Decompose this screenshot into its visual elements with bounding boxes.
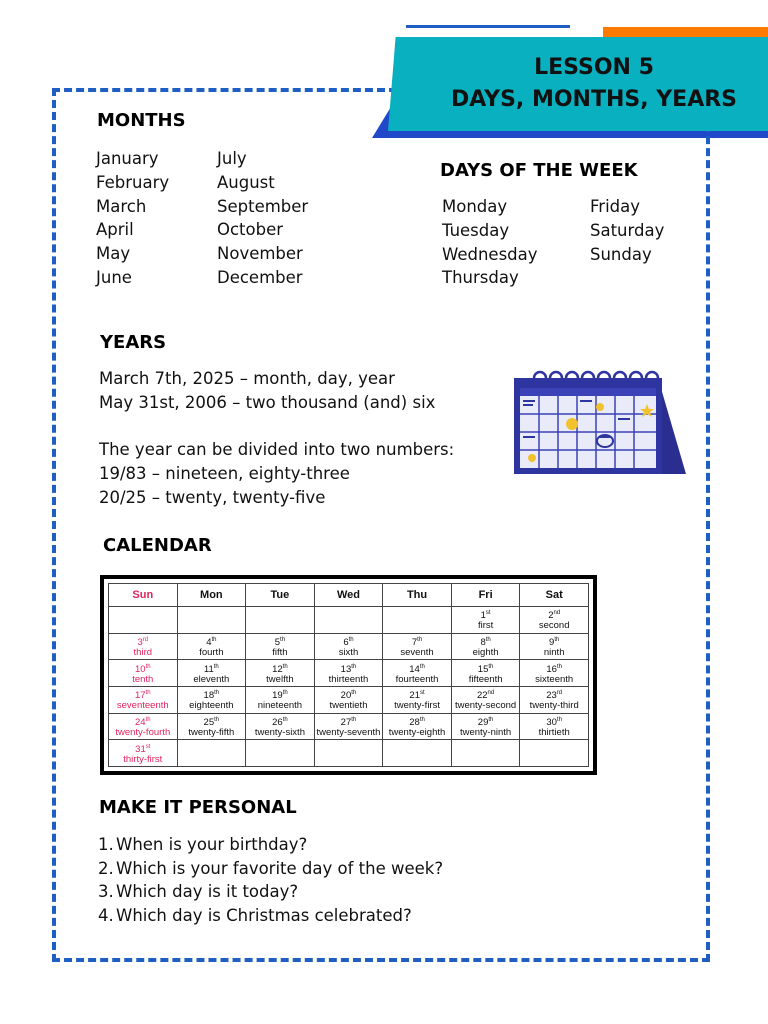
day-number: 19th (272, 690, 288, 702)
day-item: Tuesday (442, 220, 510, 240)
calendar-day-cell (451, 607, 520, 634)
days-column-2 (590, 195, 664, 266)
calendar-day-cell (383, 686, 452, 713)
day-number: 12th (272, 663, 288, 675)
day-ordinal-word: first (477, 620, 494, 632)
calendar-day-cell (383, 607, 452, 634)
days-heading: DAYS OF THE WEEK (440, 160, 638, 181)
header-accent-line (406, 25, 570, 28)
day-ordinal-word: nineteenth (257, 700, 303, 712)
day-number: 9th (549, 636, 560, 649)
day-number: 11th (203, 663, 219, 675)
calendar-week-row (109, 740, 589, 767)
month-item: March (96, 196, 147, 216)
years-text (99, 367, 454, 510)
day-ordinal-word: thirty-first (123, 753, 163, 765)
calendar-week-row (109, 633, 589, 660)
years-line: May 31st, 2006 – two thousand (and) six (99, 392, 436, 412)
day-ordinal-word: third (133, 647, 153, 659)
day-item: Wednesday (442, 244, 538, 264)
day-number: 5th (274, 636, 286, 649)
title-line-1: LESSON 5 (534, 55, 654, 80)
weekday-header: Tue (246, 584, 315, 607)
calendar-day-cell (246, 740, 315, 767)
day-number: 18th (203, 690, 220, 702)
calendar-day-cell (520, 713, 589, 740)
day-number: 29th (477, 716, 494, 729)
day-number: 8th (480, 636, 491, 649)
day-number: 14th (409, 663, 425, 675)
calendar-day-cell (109, 686, 178, 713)
years-line: 20/25 – twenty, twenty-five (99, 487, 326, 507)
weekday-header: Fri (451, 584, 520, 607)
day-number: 10th (134, 663, 151, 675)
day-number: 24th (134, 716, 151, 729)
month-item: January (96, 149, 159, 168)
calendar-week-row (109, 713, 589, 740)
calendar-table-frame (100, 575, 597, 775)
question-item: 4. Which day is Christmas celebrated? (98, 905, 412, 925)
day-number: 3rd (137, 636, 149, 649)
calendar-day-cell (246, 633, 315, 660)
month-item: May (96, 244, 131, 264)
day-number: 13th (340, 663, 357, 675)
years-line: March 7th, 2025 – month, day, year (99, 369, 395, 388)
calendar-day-cell (451, 660, 520, 687)
calendar-day-cell (520, 607, 589, 634)
day-number: 21st (409, 690, 425, 702)
month-item: June (96, 267, 132, 287)
day-ordinal-word: eighteenth (189, 700, 234, 712)
day-ordinal-word: eleventh (193, 673, 230, 685)
day-number: 16th (546, 663, 562, 675)
question-text: Which day is Christmas celebrated? (116, 905, 412, 925)
month-item: December (217, 267, 303, 287)
day-item: Monday (442, 197, 508, 216)
month-item: September (217, 196, 309, 216)
calendar-day-cell (246, 713, 315, 740)
day-number: 17th (134, 690, 151, 702)
day-number: 28th (409, 716, 425, 729)
day-ordinal-word: ninth (543, 647, 565, 659)
calendar-icon (510, 366, 690, 478)
day-ordinal-word: twenty-first (394, 700, 440, 712)
day-number: 20th (340, 690, 357, 702)
day-ordinal-word: twenty-seventh (316, 727, 381, 739)
years-line: 19/83 – nineteen, eighty-three (99, 464, 350, 484)
day-item: Sunday (590, 244, 652, 264)
day-ordinal-word: twenty-third (529, 700, 579, 712)
calendar-day-cell (177, 713, 246, 740)
question-item: 3. Which day is it today? (98, 882, 299, 901)
years-line (99, 415, 454, 439)
day-ordinal-word: fourth (199, 647, 224, 659)
days-column-1 (442, 195, 538, 290)
calendar-day-cell (451, 713, 520, 740)
years-line: The year can be divided into two numbers: (99, 440, 455, 460)
calendar-day-cell (314, 686, 383, 713)
calendar-day-cell (451, 740, 520, 767)
calendar-day-cell (383, 713, 452, 740)
day-number: 27th (340, 716, 357, 729)
calendar-day-cell (177, 686, 246, 713)
calendar-day-cell (520, 660, 589, 687)
day-ordinal-word: twenty-sixth (254, 727, 305, 739)
day-item: Saturday (590, 220, 665, 240)
day-number: 7th (411, 636, 423, 649)
month-item: July (217, 149, 247, 168)
calendar-day-cell (109, 607, 178, 634)
month-item: November (217, 244, 303, 264)
calendar-day-cell (109, 713, 178, 740)
calendar-day-cell (451, 633, 520, 660)
day-number: 23rd (546, 690, 563, 702)
day-number: 6th (343, 636, 354, 649)
calendar-day-cell (520, 686, 589, 713)
months-column-1 (96, 147, 169, 290)
calendar-day-cell (314, 713, 383, 740)
day-ordinal-word: second (538, 620, 570, 632)
day-number: 15th (477, 663, 494, 675)
calendar-day-cell (383, 660, 452, 687)
calendar-day-cell (520, 633, 589, 660)
day-ordinal-word: thirtieth (538, 727, 570, 739)
day-ordinal-word: eighth (472, 647, 499, 659)
day-ordinal-word: thirteenth (328, 673, 369, 685)
day-ordinal-word: seventh (400, 647, 434, 659)
day-ordinal-word: twenty-second (454, 700, 517, 712)
calendar-day-cell (520, 740, 589, 767)
calendar-day-cell (177, 607, 246, 634)
years-heading: YEARS (100, 332, 167, 353)
calendar-day-cell (109, 633, 178, 660)
weekday-header: Mon (177, 584, 246, 607)
month-item: February (96, 172, 170, 192)
question-text: When is your birthday? (116, 835, 308, 854)
calendar-day-cell (177, 740, 246, 767)
question-item: 1. When is your birthday? (98, 835, 308, 854)
weekday-header: Sat (520, 584, 589, 607)
question-text: Which is your favorite day of the week? (116, 858, 444, 878)
day-ordinal-word: fifteenth (468, 673, 503, 685)
calendar-week-row (109, 660, 589, 687)
day-ordinal-word: fifth (272, 647, 288, 659)
day-item: Friday (590, 197, 641, 216)
day-ordinal-word: fourteenth (395, 673, 439, 685)
day-number: 30th (546, 716, 562, 729)
month-item: April (96, 220, 134, 240)
day-ordinal-word: twentieth (329, 700, 368, 712)
calendar-day-cell (109, 740, 178, 767)
day-ordinal-word: twenty-eighth (388, 727, 446, 739)
weekday-header: Sun (109, 584, 178, 607)
calendar-day-cell (177, 660, 246, 687)
calendar-day-cell (177, 633, 246, 660)
day-ordinal-word: twenty-ninth (459, 727, 512, 739)
month-item: October (217, 220, 284, 240)
calendar-day-cell (246, 686, 315, 713)
day-number: 31st (135, 743, 151, 755)
calendar-day-cell (451, 686, 520, 713)
day-number: 25th (203, 716, 220, 729)
weekday-header: Wed (314, 584, 383, 607)
calendar-day-cell (383, 633, 452, 660)
months-heading: MONTHS (97, 110, 186, 131)
day-ordinal-word: sixteenth (535, 673, 574, 685)
day-ordinal-word: sixth (338, 647, 359, 659)
page-title (400, 52, 768, 116)
calendar-day-cell (109, 660, 178, 687)
calendar-day-cell (246, 660, 315, 687)
month-item: August (217, 172, 275, 192)
title-line-2: DAYS, MONTHS, YEARS (450, 87, 738, 112)
calendar-day-cell (314, 660, 383, 687)
day-number: 26th (272, 716, 288, 729)
calendar-heading: CALENDAR (103, 535, 212, 556)
calendar-day-cell (383, 740, 452, 767)
calendar-day-cell (314, 740, 383, 767)
day-item: Thursday (442, 268, 519, 288)
day-ordinal-word: twenty-fifth (188, 727, 235, 739)
calendar-week-row (109, 607, 589, 634)
calendar-week-row (109, 686, 589, 713)
day-ordinal-word: tenth (132, 673, 154, 685)
day-number: 2nd (548, 610, 561, 622)
question-item: 2. Which is your favorite day of the week? (98, 858, 444, 878)
calendar-day-cell (246, 607, 315, 634)
day-number: 22nd (476, 690, 495, 702)
calendar-day-cell (314, 607, 383, 634)
personal-questions (98, 833, 443, 927)
question-text: Which day is it today? (116, 882, 299, 901)
months-column-2 (217, 147, 308, 290)
calendar-day-cell (314, 633, 383, 660)
day-ordinal-word: seventeenth (116, 700, 169, 712)
calendar-table (108, 583, 589, 767)
personal-heading: MAKE IT PERSONAL (99, 797, 297, 818)
day-number: 4th (206, 636, 217, 649)
day-ordinal-word: twelfth (266, 673, 294, 685)
day-number: 1st (480, 610, 491, 622)
day-ordinal-word: twenty-fourth (115, 727, 171, 739)
weekday-header: Thu (383, 584, 452, 607)
